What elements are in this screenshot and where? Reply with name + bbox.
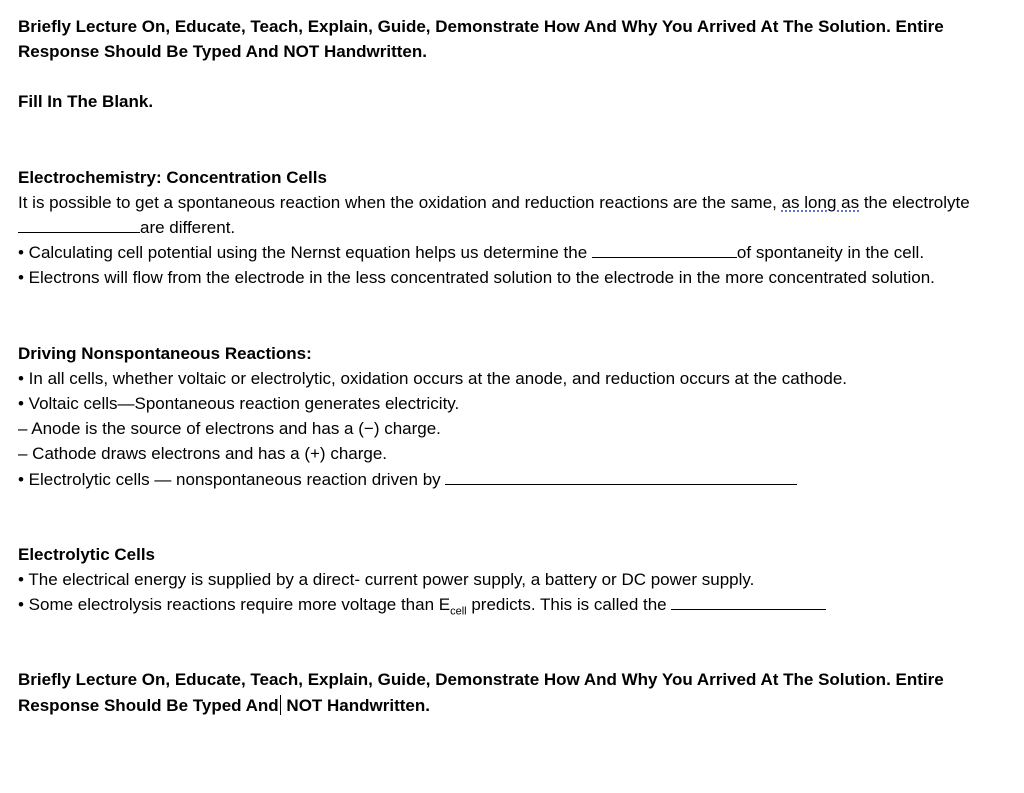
blank-3[interactable] bbox=[445, 468, 797, 485]
section1-bullet-1: • Calculating cell potential using the Nernst equation helps us determine the of spontaneity in the cell. bbox=[18, 243, 925, 263]
blank-2[interactable] bbox=[592, 241, 737, 258]
grammar-flag: as long as bbox=[781, 192, 860, 212]
section2-heading: Driving Nonspontaneous Reactions: bbox=[18, 343, 312, 363]
section3-bullet-1: • The electrical energy is supplied by a direct- current power supply, a battery or DC power supply. bbox=[18, 570, 755, 590]
section1-bullet-2: • Electrons will flow from the electrode in the less concentrated solution to the electrode in the more concentrated solution. bbox=[18, 268, 935, 288]
section2-bullet-2: • Voltaic cells—Spontaneous reaction generates electricity. bbox=[18, 394, 460, 414]
section2-bullet-3: – Anode is the source of electrons and has a (−) charge. bbox=[18, 419, 441, 439]
section3-bullet-2: • Some electrolysis reactions require more voltage than $E_{cell}$ predicts. This is called the bbox=[18, 592, 1006, 617]
section1-paragraph: It is possible to get a spontaneous reaction when the oxidation and reduction reactions are the same, as long as the electrolyte are different. bbox=[18, 192, 970, 238]
section3-heading: Electrolytic Cells bbox=[18, 544, 156, 564]
section1-heading: Electrochemistry: Concentration Cells bbox=[18, 167, 327, 187]
instructions-bottom: Briefly Lecture On, Educate, Teach, Explain, Guide, Demonstrate How And Why You Arrived At The Solution. Entire Response Should Be Typed And NOT Handwritten. bbox=[18, 670, 944, 715]
section2-bullet-1: • In all cells, whether voltaic or electrolytic, oxidation occurs at the anode, and reduction occurs at the cathode. bbox=[18, 368, 848, 388]
text-cursor bbox=[280, 695, 281, 715]
blank-1[interactable] bbox=[18, 216, 140, 233]
fill-in-heading: Fill In The Blank. bbox=[18, 92, 154, 112]
instructions-top: Briefly Lecture On, Educate, Teach, Explain, Guide, Demonstrate How And Why You Arrived At The Solution. Entire Response Should Be Typed And NOT Handwritten. bbox=[18, 17, 944, 62]
blank-4[interactable] bbox=[671, 593, 826, 610]
section2-bullet-4: – Cathode draws electrons and has a (+) charge. bbox=[18, 444, 388, 464]
section2-bullet-5: • Electrolytic cells — nonspontaneous reaction driven by bbox=[18, 467, 1006, 492]
